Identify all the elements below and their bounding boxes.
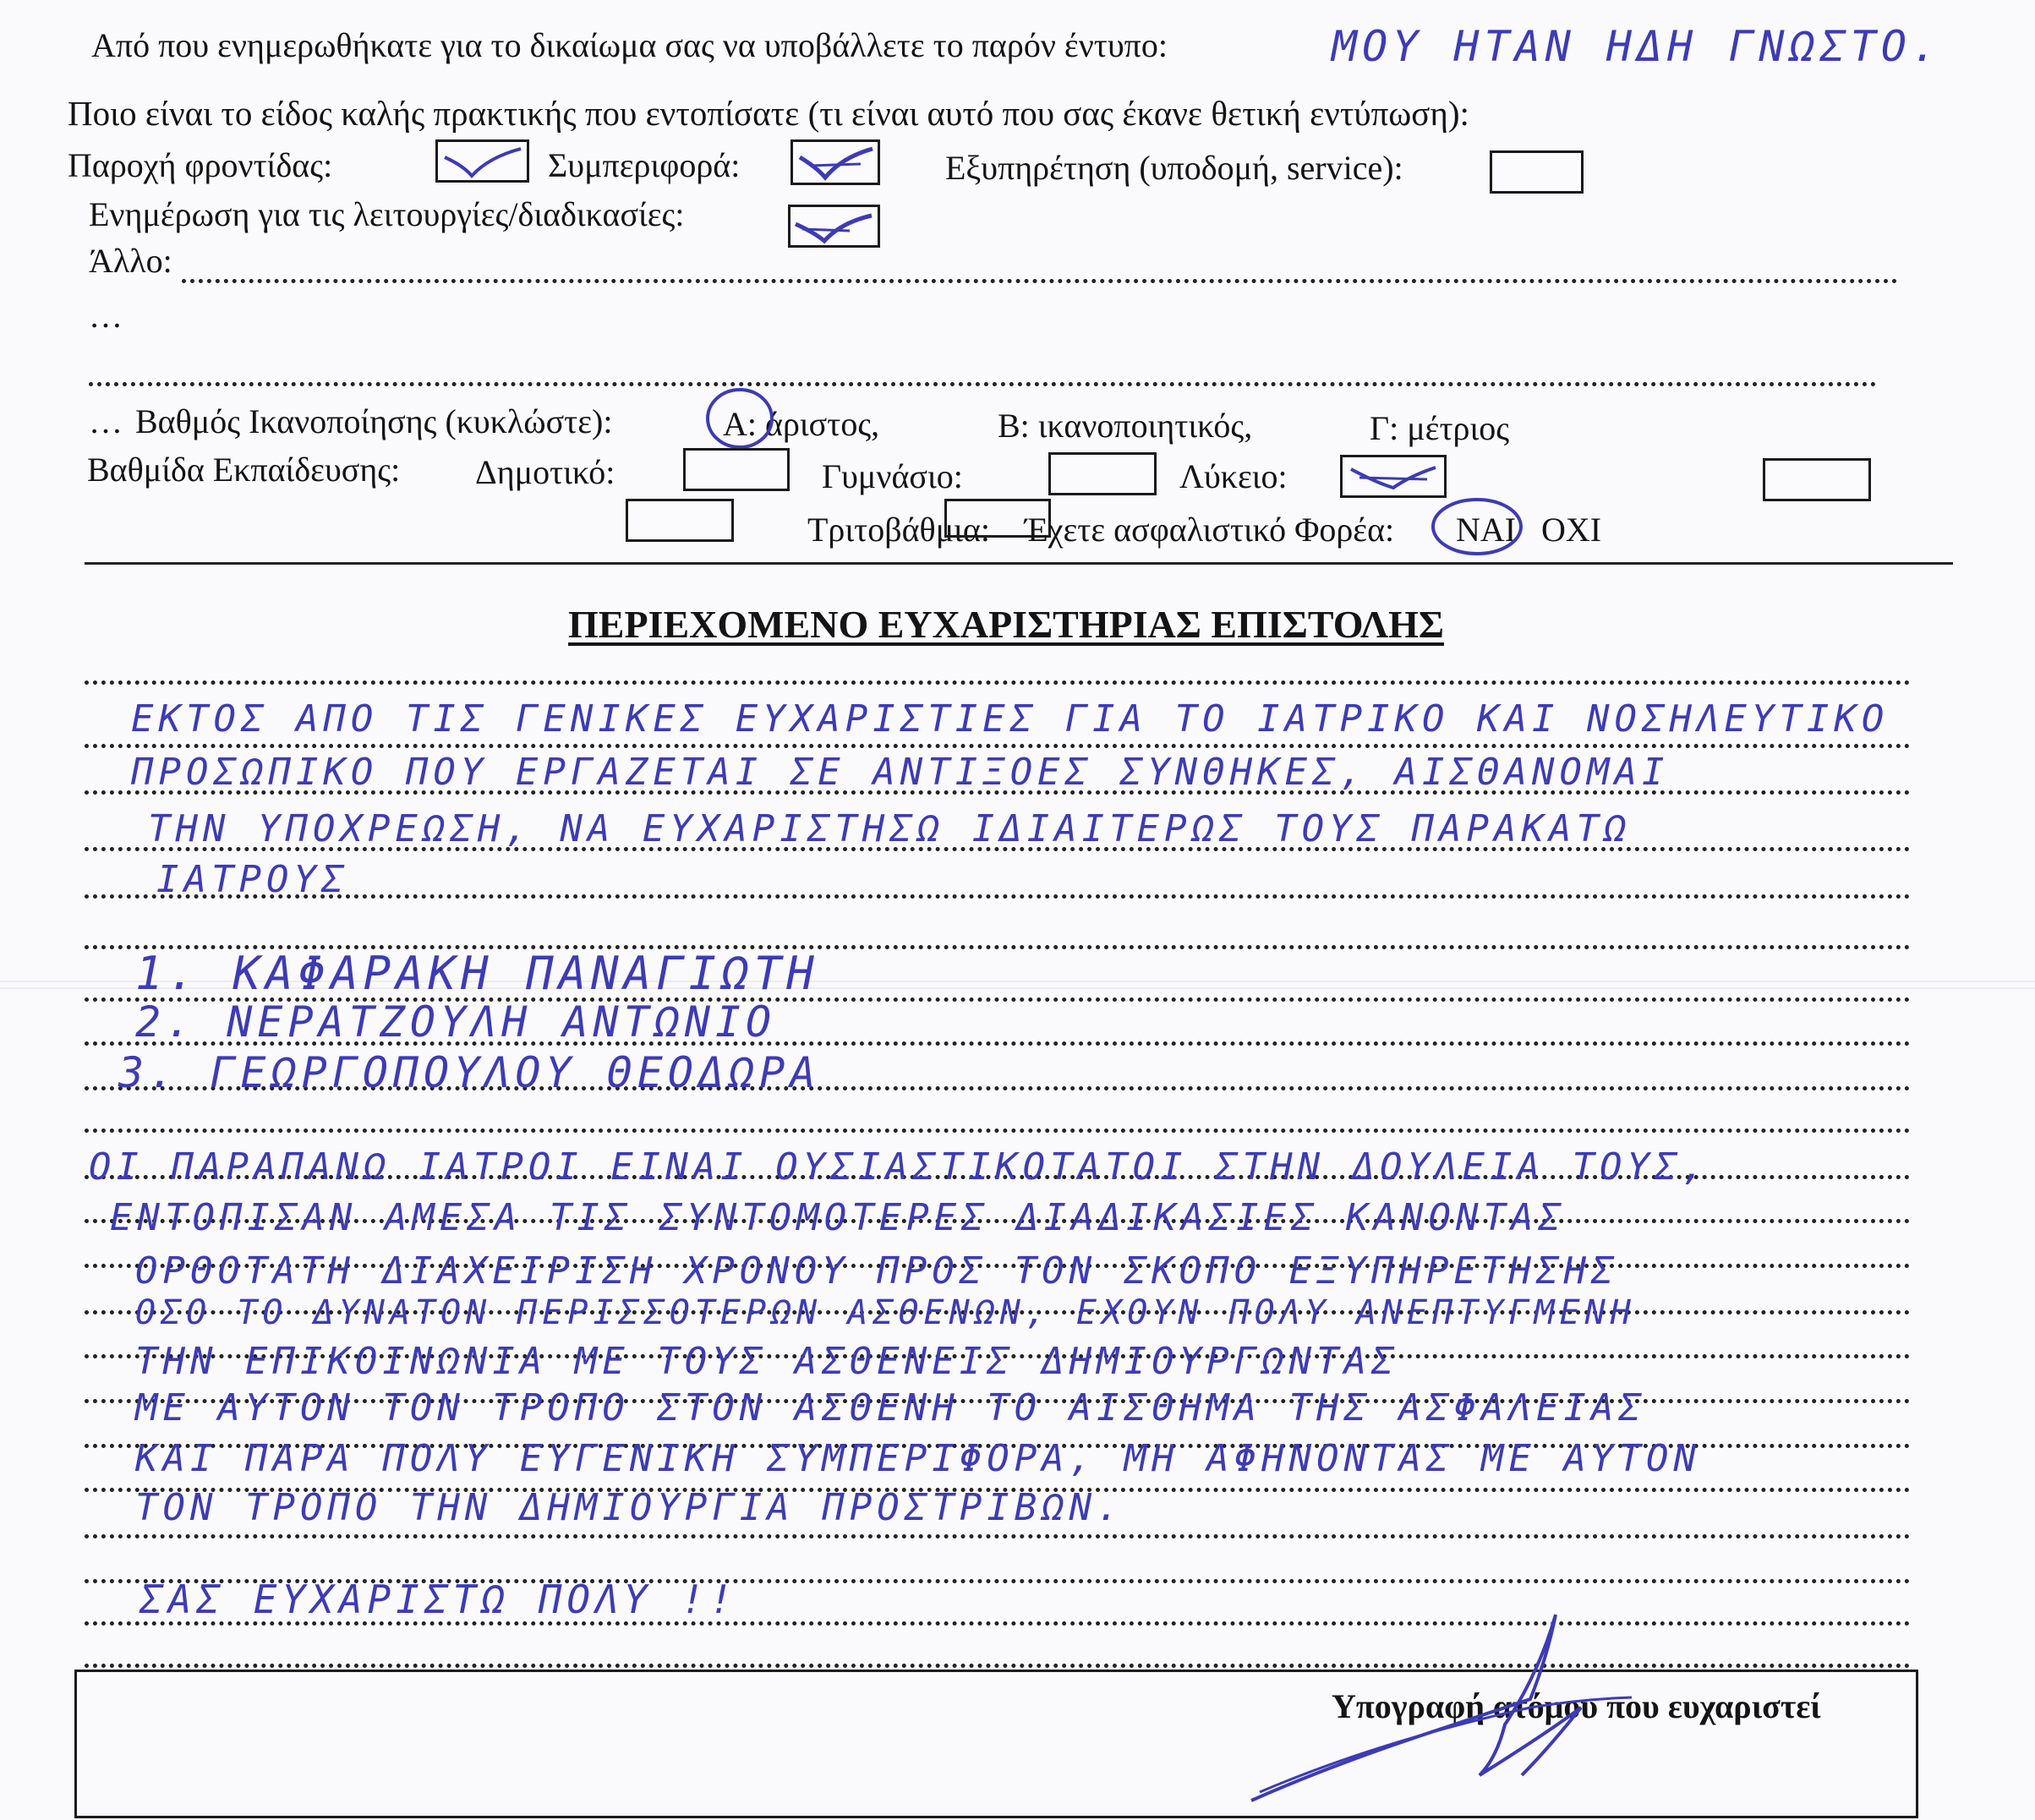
satisfaction-ellipsis: … [89,402,123,440]
care-checkbox[interactable] [435,139,529,183]
letter-line: 1. ΚΑΦΑΡΑΚΗ ΠΑΝΑΓΙΩΤΗ [135,947,819,1000]
other-label: Άλλο: [89,242,172,280]
letter-line: ΜΕ ΑΥΤΟΝ ΤΟΝ ΤΡΟΠΟ ΣΤΟΝ ΑΣΘΕΝΗ ΤΟ ΑΙΣΘΗΜΑ ΤΗΣ ΑΣΦΑΛΕΙΑΣ [135,1386,1646,1429]
tertiary-checkbox[interactable] [626,499,734,542]
writing-line[interactable] [85,1129,1911,1133]
other-line[interactable] [182,279,1898,283]
handwritten-signature-icon [1226,1606,1666,1817]
satisfaction-label: Βαθμός Ικανοποίησης (κυκλώστε): [135,402,613,440]
info-label: Ενημέρωση για τις λειτουργίες/διαδικασίες: [89,195,685,233]
writing-line[interactable] [85,744,1911,748]
writing-line[interactable] [85,680,1911,685]
education-label: Βαθμίδα Εκπαίδευσης: [87,451,401,489]
selection-circle-icon [702,385,778,452]
letter-line: ΚΑΙ ΠΑΡΑ ΠΟΛΥ ΕΥΓΕΝΙΚΗ ΣΥΜΠΕΡΙΦΟΡΑ, ΜΗ ΑΦΗΝΟΝΤΑΣ ΜΕ ΑΥΤΟΝ [135,1437,1701,1480]
satisfaction-option-a[interactable]: Α: άριστος, [723,405,880,443]
service-checkbox[interactable] [1490,150,1584,194]
checkmark-icon [790,207,878,245]
behavior-checkbox[interactable] [790,139,880,185]
checkmark-icon [1343,457,1444,495]
extra-checkbox[interactable] [1763,458,1871,501]
letter-line: ΙΑΤΡΟΥΣ [156,858,349,901]
insurance-no[interactable]: ΟΧΙ [1541,511,1602,549]
letter-title: ΠΕΡΙΕΧΟΜΕΝΟ ΕΥΧΑΡΙΣΤΗΡΙΑΣ ΕΠΙΣΤΟΛΗΣ [568,603,1444,646]
letter-line: ΕΚΤΟΣ ΑΠΟ ΤΙΣ ΓΕΝΙΚΕΣ ΕΥΧΑΡΙΣΤΙΕΣ ΓΙΑ ΤΟ ΙΑΤΡΙΚΟ ΚΑΙ ΝΟΣΗΛΕΥΤΙΚΟ [131,697,1890,741]
writing-line[interactable] [85,1534,1911,1539]
letter-line: ΕΝΤΟΠΙΣΑΝ ΑΜΕΣΑ ΤΙΣ ΣΥΝΤΟΜΟΤΕΡΕΣ ΔΙΑΔΙΚΑΣΙΕΣ ΚΑΝΟΝΤΑΣ [110,1196,1566,1239]
behavior-label: Συμπεριφορά: [548,146,741,184]
insurance-label: Έχετε ασφαλιστικό Φορέα: [1025,511,1395,549]
letter-line: ΠΡΟΣΩΠΙΚΟ ΠΟΥ ΕΡΓΑΖΕΤΑΙ ΣΕ ΑΝΤΙΞΟΕΣ ΣΥΝΘΗΚΕΣ, ΑΙΣΘΑΝΟΜΑΙ [131,751,1670,794]
insurance-yes[interactable]: ΝΑΙ [1456,511,1517,549]
primary-checkbox[interactable] [683,448,790,491]
letter-line: 3. ΓΕΩΡΓΟΠΟΥΛΟΥ ΘΕΟΔΩΡΑ [118,1048,821,1097]
letter-line: ΟΡΘΟΤΑΤΗ ΔΙΑΧΕΙΡΙΣΗ ΧΡΟΝΟΥ ΠΡΟΣ ΤΟΝ ΣΚΟΠΟ ΕΞΥΠΗΡΕΤΗΣΗΣ [135,1249,1619,1293]
checkmark-icon [438,142,527,180]
service-label: Εξυπηρέτηση (υποδομή, service): [945,149,1403,187]
letter-line: ΟΣΟ ΤΟ ΔΥΝΑΤΟΝ ΠΕΡΙΣΣΟΤΕΡΩΝ ΑΣΘΕΝΩΝ, ΕΧΟΥΝ ΠΟΛΥ ΑΝΕΠΤΥΓΜΕΝΗ [135,1293,1636,1332]
letter-line: ΤΗΝ ΥΠΟΧΡΕΩΣΗ, ΝΑ ΕΥΧΑΡΙΣΤΗΣΩ ΙΔΙΑΙΤΕΡΩΣ ΤΟΥΣ ΠΑΡΑΚΑΤΩ [148,807,1632,850]
signature-label: Υπογραφή ατόμου που ευχαριστεί [1332,1687,1821,1725]
other-line[interactable] [89,382,1877,386]
letter-line: ΣΑΣ ΕΥΧΑΡΙΣΤΩ ΠΟΛΥ !! [139,1577,738,1622]
education-gymnasium-label: Γυμνάσιο: [822,457,963,495]
gymnasium-checkbox[interactable] [1048,452,1157,495]
section-divider [85,562,1953,565]
education-tertiary-label: Τριτοβάθμια: [807,511,990,549]
selection-circle-icon [1429,495,1526,558]
satisfaction-option-b[interactable]: Β: ικανοποιητικός, [998,407,1253,445]
education-lyceum-label: Λύκειο: [1179,457,1288,495]
practice-question: Ποιο είναι το είδος καλής πρακτικής που εντοπίσατε (τι είναι αυτό που σας έκανε θετική εντύπωση): [68,94,1469,133]
writing-line[interactable] [85,894,1911,899]
letter-line: ΤΗΝ ΕΠΙΚΟΙΝΩΝΙΑ ΜΕ ΤΟΥΣ ΑΣΘΕΝΕΙΣ ΔΗΜΙΟΥΡΓΩΝΤΑΣ [135,1340,1399,1383]
lyceum-checkbox[interactable] [1340,455,1447,498]
info-checkbox[interactable] [788,205,880,248]
education-primary-label: Δημοτικό: [475,453,615,491]
care-label: Παροχή φροντίδας: [68,146,333,184]
other-ellipsis: … [89,297,123,335]
letter-line: ΤΟΝ ΤΡΟΠΟ ΤΗΝ ΔΗΜΙΟΥΡΓΙΑ ΠΡΟΣΤΡΙΒΩΝ. [135,1486,1124,1529]
checkmark-icon [793,142,878,183]
how-informed-label: Από που ενημερωθήκατε για το δικαίωμα σας να υποβάλλετε το παρόν έντυπο: [91,26,1168,64]
letter-line: 2. ΝΕΡΑΤΖΟΥΛΗ ΑΝΤΩΝΙΟ [135,997,777,1047]
letter-line: ΟΙ ΠΑΡΑΠΑΝΩ ΙΑΤΡΟΙ ΕΙΝΑΙ ΟΥΣΙΑΣΤΙΚΟΤΑΤΟΙ ΣΤΗΝ ΔΟΥΛΕΙΑ ΤΟΥΣ, [89,1145,1710,1189]
how-informed-answer: ΜΟΥ ΗΤΑΝ ΗΔΗ ΓΝΩΣΤΟ. [1332,22,1943,71]
satisfaction-option-c[interactable]: Γ: μέτριος [1370,409,1510,447]
